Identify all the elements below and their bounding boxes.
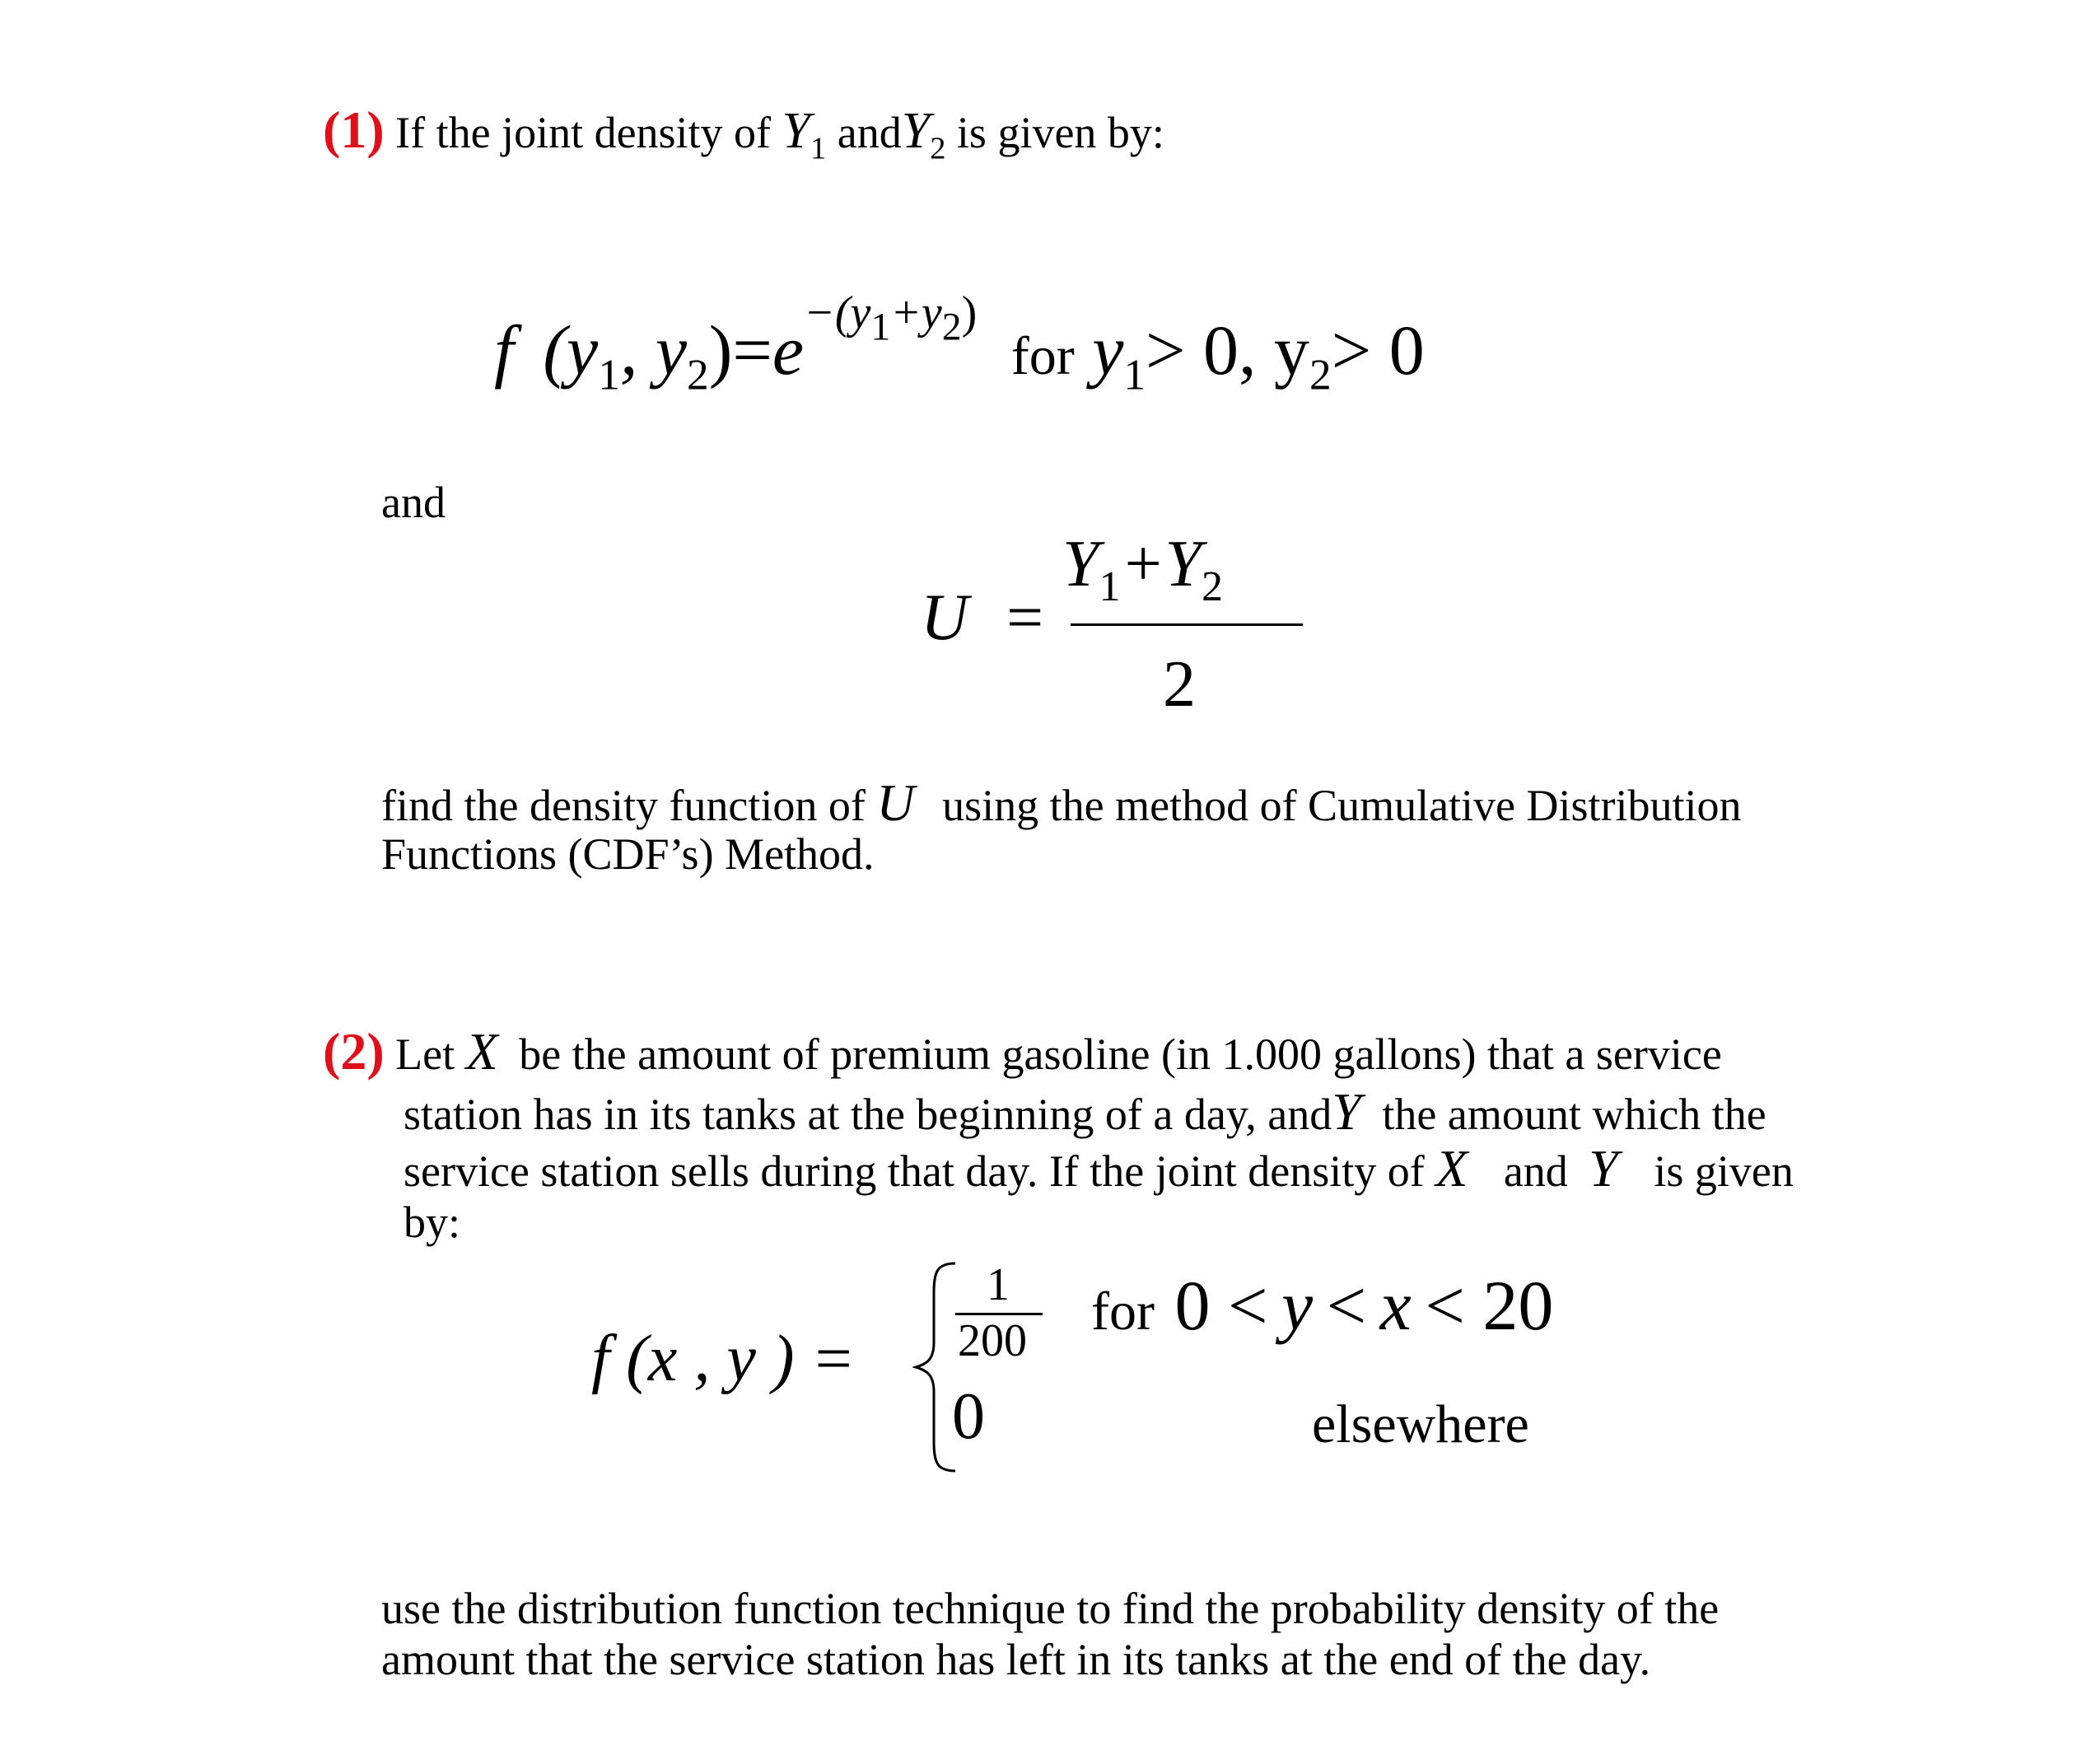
problem-2-line-2: station has in its tanks at the beginning of a day, andY the amount which the <box>404 1082 1766 1141</box>
intro-text-a: If the joint density of <box>395 108 772 157</box>
case-1-condition: for 0 < y < x < 20 <box>1091 1266 1554 1345</box>
problem-1-intro <box>323 100 1164 175</box>
problem-2-line-4: by: <box>404 1197 461 1247</box>
var-y2: $Y_2$ <box>901 103 946 166</box>
and-connector: and <box>381 478 446 527</box>
problem-2-task-line-2: amount that the service station has left in its tanks at the end of the day. <box>381 1635 1651 1684</box>
problem-2-task-line-1: use the distribution function technique to find the probability density of the <box>381 1584 1720 1633</box>
problem-2-number: (2) <box>323 1022 385 1081</box>
case-2-value: 0 <box>952 1380 985 1453</box>
case-1-numerator: 1 <box>987 1259 1010 1310</box>
problem-2-line-1: (2) Let X be the amount of premium gasoline (in 1.000 gallons) that a service <box>323 1022 1722 1081</box>
case-2-condition: elsewhere <box>1312 1394 1529 1454</box>
var-y1: $Y_1$ <box>782 103 827 166</box>
problem-1-task-line-2: Functions (CDF’s) Method. <box>381 829 875 879</box>
piecewise-lhs: f (x , y ) = <box>591 1323 856 1395</box>
u-lhs: U <box>921 581 968 654</box>
joint-density-equation: f ($y_1$, $y_2)=e^{-(y_1+y_2)}$ for $y_1> 0$, $y_2> 0$ <box>494 287 1425 399</box>
intro-text-c: is given by: <box>956 108 1164 157</box>
u-denominator: 2 <box>1163 648 1196 721</box>
intro-text-b: and <box>837 108 902 157</box>
problem-2-line-3: service station sells during that day. If the joint density of X and Y is given <box>404 1139 1794 1197</box>
u-numerator: $Y_1+Y_2$ <box>1062 528 1223 611</box>
problem-1-number: (1) <box>323 100 385 159</box>
u-fraction-bar <box>1071 623 1303 626</box>
u-equals: = <box>1006 581 1044 654</box>
problem-1-task-line-1: find the density function of U using the method of Cumulative Distribution <box>381 773 1742 832</box>
case-1-denominator: 200 <box>958 1315 1027 1366</box>
